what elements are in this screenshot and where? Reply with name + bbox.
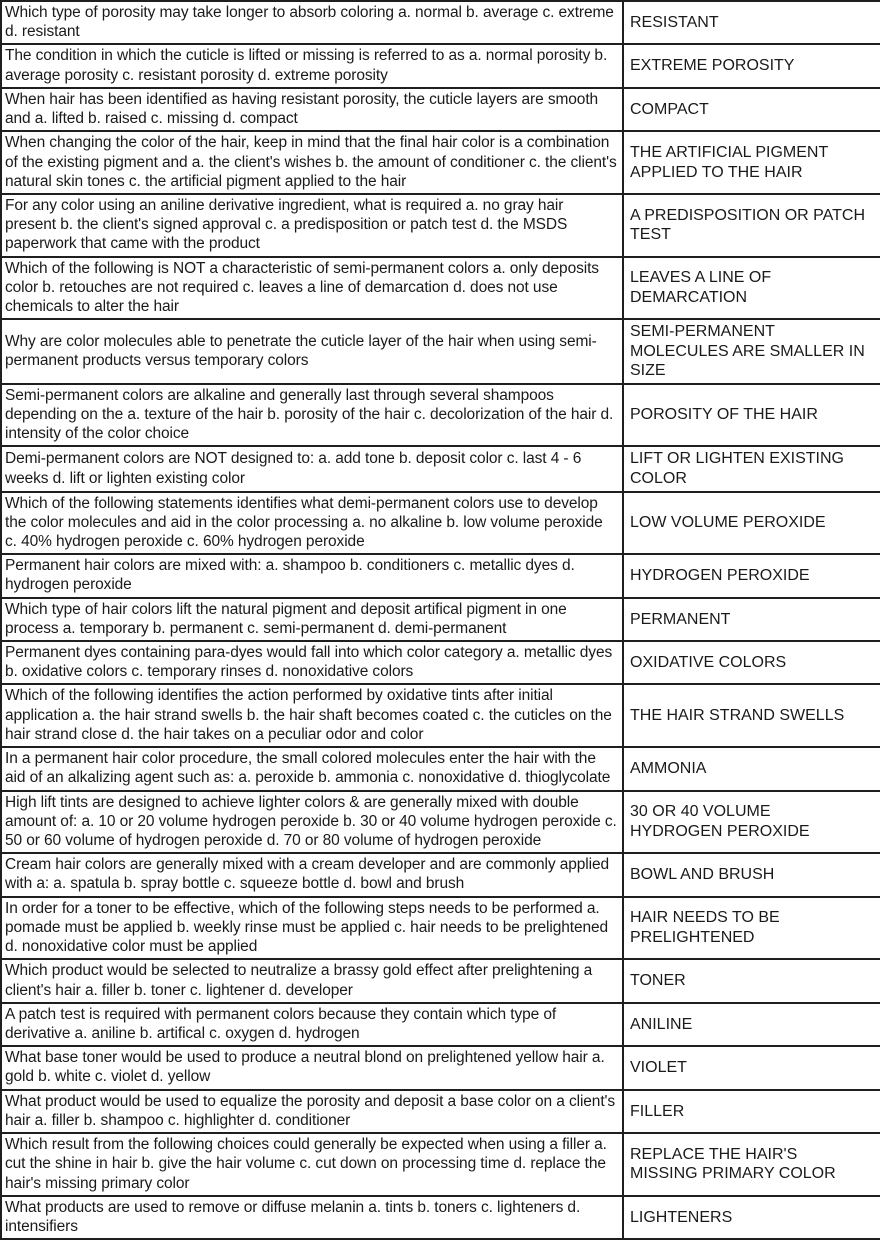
question-cell: For any color using an aniline derivative ingredient, what is required a. no gray hair present b. the client's signed approval c. a predisposition or patch test d. the MSDS paperwork that came with the product (1, 194, 623, 257)
table-row (1, 641, 880, 684)
question-cell: Which result from the following choices could generally be expected when using a filler a. cut the shine in hair b. give the hair volume c. cut down on processing time d. replace the hair's missing primary color (1, 1133, 623, 1196)
table-row (1, 1003, 880, 1046)
question-cell: Which product would be selected to neutralize a brassy gold effect after prelightening a client's hair a. filler b. toner c. lightener d. developer (1, 959, 623, 1002)
answer-cell: EXTREME POROSITY (623, 44, 880, 87)
answer-cell: LOW VOLUME PEROXIDE (623, 492, 880, 555)
question-cell: What base toner would be used to produce a neutral blond on prelightened yellow hair a. gold b. white c. violet d. yellow (1, 1046, 623, 1089)
answer-cell: HYDROGEN PEROXIDE (623, 554, 880, 597)
question-cell: High lift tints are designed to achieve lighter colors & are generally mixed with double amount of: a. 10 or 20 volume hydrogen peroxide b. 30 or 40 volume hydrogen peroxide c. 50 or 60 volume of hydrogen peroxide d. 70 or 80 volume of hydrogen peroxide (1, 791, 623, 854)
question-cell: In a permanent hair color procedure, the small colored molecules enter the hair with the aid of an alkalizing agent such as: a. peroxide b. ammonia c. nonoxidative d. thioglycolate (1, 747, 623, 790)
table-row (1, 1, 880, 44)
question-cell: The condition in which the cuticle is lifted or missing is referred to as a. normal porosity b. average porosity c. resistant porosity d. extreme porosity (1, 44, 623, 87)
answer-cell: THE ARTIFICIAL PIGMENT APPLIED TO THE HAIR (623, 131, 880, 194)
answer-cell: VIOLET (623, 1046, 880, 1089)
table-row (1, 554, 880, 597)
question-cell: What products are used to remove or diffuse melanin a. tints b. toners c. lighteners d. intensifiers (1, 1196, 623, 1239)
answer-cell: PERMANENT (623, 598, 880, 641)
answer-key-table-body (1, 1, 880, 1239)
table-row (1, 194, 880, 257)
question-cell: When hair has been identified as having resistant porosity, the cuticle layers are smooth and a. lifted b. raised c. missing d. compact (1, 88, 623, 131)
answer-cell: TONER (623, 959, 880, 1002)
answer-cell: OXIDATIVE COLORS (623, 641, 880, 684)
table-row (1, 791, 880, 854)
question-cell: Which type of porosity may take longer to absorb coloring a. normal b. average c. extreme d. resistant (1, 1, 623, 44)
question-cell: Which of the following identifies the action performed by oxidative tints after initial application a. the hair strand swells b. the hair shaft becomes coated c. the cuticles on the hair strand close d. the hair takes on a peculiar odor and color (1, 684, 623, 747)
table-row (1, 1046, 880, 1089)
answer-cell: RESISTANT (623, 1, 880, 44)
table-row (1, 959, 880, 1002)
question-cell: When changing the color of the hair, keep in mind that the final hair color is a combination of the existing pigment and a. the client's wishes b. the amount of conditioner c. the client's natural skin tones c. the artificial pigment applied to the hair (1, 131, 623, 194)
answer-cell: THE HAIR STRAND SWELLS (623, 684, 880, 747)
table-row (1, 598, 880, 641)
answer-cell: AMMONIA (623, 747, 880, 790)
answer-cell: ANILINE (623, 1003, 880, 1046)
table-row (1, 88, 880, 131)
question-cell: Cream hair colors are generally mixed with a cream developer and are commonly applied with a: a. spatula b. spray bottle c. squeeze bottle d. bowl and brush (1, 853, 623, 896)
question-cell: Which type of hair colors lift the natural pigment and deposit artifical pigment in one process a. temporary b. permanent c. semi-permanent d. demi-permanent (1, 598, 623, 641)
answer-cell: 30 OR 40 VOLUME HYDROGEN PEROXIDE (623, 791, 880, 854)
table-row (1, 1090, 880, 1133)
table-row (1, 446, 880, 491)
question-cell: Permanent hair colors are mixed with: a. shampoo b. conditioners c. metallic dyes d. hydrogen peroxide (1, 554, 623, 597)
answer-cell: LIGHTENERS (623, 1196, 880, 1239)
table-row (1, 1133, 880, 1196)
question-cell: Which of the following is NOT a characteristic of semi-permanent colors a. only deposits color b. retouches are not required c. leaves a line of demarcation d. does not use chemicals to alter the hair (1, 257, 623, 320)
table-row (1, 747, 880, 790)
table-row (1, 131, 880, 194)
answer-cell: BOWL AND BRUSH (623, 853, 880, 896)
question-cell: Demi-permanent colors are NOT designed to: a. add tone b. deposit color c. last 4 - 6 weeks d. lift or lighten existing color (1, 446, 623, 491)
table-row (1, 853, 880, 896)
answer-cell: POROSITY OF THE HAIR (623, 384, 880, 447)
answer-cell: HAIR NEEDS TO BE PRELIGHTENED (623, 897, 880, 960)
question-cell: Permanent dyes containing para-dyes would fall into which color category a. metallic dyes b. oxidative colors c. temporary rinses d. nonoxidative colors (1, 641, 623, 684)
table-row (1, 384, 880, 447)
answer-cell: COMPACT (623, 88, 880, 131)
answer-cell: LEAVES A LINE OF DEMARCATION (623, 257, 880, 320)
question-cell: A patch test is required with permanent colors because they contain which type of derivative a. aniline b. artifical c. oxygen d. hydrogen (1, 1003, 623, 1046)
table-row (1, 44, 880, 87)
question-cell: Why are color molecules able to penetrate the cuticle layer of the hair when using semi-permanent products versus temporary colors (1, 319, 623, 384)
answer-cell: LIFT OR LIGHTEN EXISTING COLOR (623, 446, 880, 491)
table-row (1, 684, 880, 747)
question-cell: In order for a toner to be effective, which of the following steps needs to be performed a. pomade must be applied b. weekly rinse must be applied c. hair needs to be prelightened d. nonoxidative color must be applied (1, 897, 623, 960)
table-row (1, 492, 880, 555)
table-row (1, 319, 880, 384)
answer-cell: FILLER (623, 1090, 880, 1133)
question-cell: What product would be used to equalize the porosity and deposit a base color on a client's hair a. filler b. shampoo c. highlighter d. conditioner (1, 1090, 623, 1133)
question-cell: Which of the following statements identifies what demi-permanent colors use to develop the color molecules and aid in the color processing a. no alkaline b. low volume peroxide c. 40% hydrogen peroxide c. 60% hydrogen peroxide (1, 492, 623, 555)
question-cell: Semi-permanent colors are alkaline and generally last through several shampoos depending on the a. texture of the hair b. porosity of the hair c. decolorization of the hair d. intensity of the color choice (1, 384, 623, 447)
answer-cell: A PREDISPOSITION OR PATCH TEST (623, 194, 880, 257)
answer-cell: SEMI-PERMANENT MOLECULES ARE SMALLER IN SIZE (623, 319, 880, 384)
answer-cell: REPLACE THE HAIR'S MISSING PRIMARY COLOR (623, 1133, 880, 1196)
table-row (1, 897, 880, 960)
table-row (1, 1196, 880, 1239)
table-row (1, 257, 880, 320)
